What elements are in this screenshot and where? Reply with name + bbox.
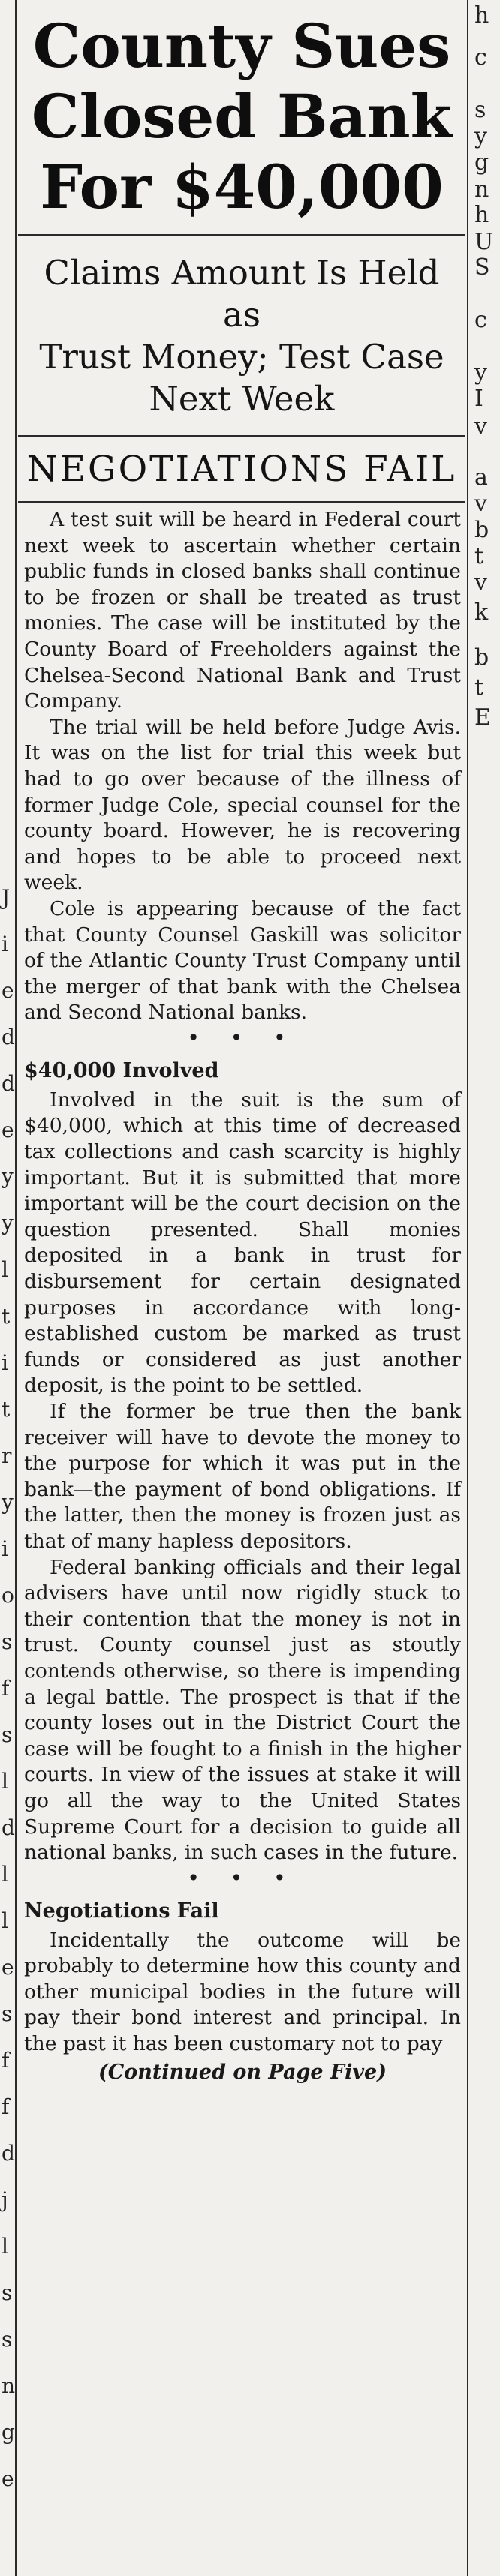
adjacent-text-fragment: s [2,2327,13,2352]
subhead-amount-involved: $40,000 Involved [24,1058,219,1082]
article-body [18,503,465,2086]
paragraph-4: Involved in the suit is the sum of $40,000, which at this time of decreased tax collections and cash scarcity is highly important. But it is submitted that more important will be the court decision on the question presented. Shall monies deposited in a bank in trust for disbursement for certain designated purposes in accordance with long-established custom be marked as trust funds or considered as just another deposit, is the point to be settled. [24,1088,461,1398]
headline-line-2: Closed Bank [31,81,453,152]
adjacent-text-fragment: E [474,704,491,731]
adjacent-text-fragment: l [2,1257,8,1282]
adjacent-text-fragment: y [474,359,487,386]
adjacent-text-fragment: t [474,543,484,569]
adjacent-text-fragment: d [2,1071,15,1096]
adjacent-text-fragment: y [2,1490,14,1515]
article-column [18,0,465,2576]
deck-line-2: Trust Money; Test Case [39,337,444,377]
adjacent-text-fragment: e [2,2466,14,2491]
paragraph-3: Cole is appearing because of the fact that County Counsel Gaskill was solicitor of the Atlantic County Trust Company until the merger of that bank with the Chelsea and Second National banks. [24,896,461,1025]
adjacent-text-fragment: t [474,674,484,701]
adjacent-text-fragment: g [2,2420,15,2445]
adjacent-text-fragment: f [2,2048,10,2073]
adjacent-text-fragment: l [2,1862,8,1887]
adjacent-text-fragment: v [474,413,487,440]
section-banner: NEGOTIATIONS FAIL [26,449,457,490]
adjacent-text-fragment: e [2,1118,14,1142]
continued-notice: (Continued on Page Five) [98,2060,387,2084]
adjacent-text-fragment: b [474,517,489,543]
adjacent-text-fragment: t [2,1304,11,1329]
subheadline-deck [18,236,465,435]
adjacent-column-left [0,0,17,2576]
adjacent-text-fragment: a [474,464,488,491]
adjacent-column-right [471,0,500,2576]
adjacent-text-fragment: v [474,569,487,596]
adjacent-text-fragment: I [474,386,483,412]
adjacent-text-fragment: d [2,2141,15,2166]
adjacent-text-fragment: e [2,978,14,1003]
adjacent-text-fragment: k [474,599,489,626]
adjacent-text-fragment: t [2,1397,11,1422]
adjacent-text-fragment: n [474,176,489,203]
adjacent-text-fragment: S [474,254,490,281]
subhead-negotiations-fail: Negotiations Fail [24,1899,219,1923]
section-separator-2: • • • [187,1865,298,1890]
adjacent-text-fragment: s [2,1722,13,1747]
adjacent-text-fragment: y [2,1211,14,1235]
adjacent-text-fragment: d [2,1815,15,1840]
deck-line-3: Next Week [149,379,335,419]
adjacent-text-fragment: j [2,2187,8,2212]
adjacent-text-fragment: v [474,491,487,517]
adjacent-text-fragment: y [474,123,487,149]
adjacent-text-fragment: l [2,1908,8,1933]
adjacent-text-fragment: i [2,1536,8,1561]
column-rule-right [467,0,468,2576]
adjacent-text-fragment: l [2,2234,8,2259]
adjacent-text-fragment: n [2,2373,16,2398]
adjacent-text-fragment: s [2,2001,13,2026]
paragraph-2: The trial will be held before Judge Avis. It was on the list for trial this week but had to go over because of the illness of former Judge Cole, special counsel for the county board. However, he is recovering and hopes to be able to proceed next week. [24,715,461,895]
adjacent-text-fragment: c [474,44,487,71]
adjacent-text-fragment: h [474,2,489,29]
deck-line-1: Claims Amount Is Held as [44,253,440,335]
adjacent-text-fragment: i [2,1350,8,1375]
headline-line-1: County Sues [32,11,451,81]
adjacent-text-fragment: g [474,149,489,176]
adjacent-text-fragment: l [2,1769,8,1794]
adjacent-text-fragment: U [474,229,494,255]
adjacent-text-fragment: h [474,202,489,228]
paragraph-1: A test suit will be heard in Federal court next week to ascertain whether certain public funds in closed banks shall continue to be frozen or shall be treated as trust monies. The case will be instituted by the County Board of Freeholders against the Chelsea-Second National Bank and Trust Company. [24,508,461,713]
adjacent-text-fragment: b [474,644,489,671]
adjacent-text-fragment: y [2,1164,14,1189]
adjacent-text-fragment: f [2,1676,10,1701]
adjacent-text-fragment: r [2,1443,12,1468]
adjacent-text-fragment: s [2,2280,13,2305]
adjacent-text-fragment: c [474,307,487,333]
adjacent-text-fragment: o [2,1583,14,1608]
adjacent-text-fragment: i [2,932,8,956]
headline-line-3: For $40,000 [40,152,444,222]
column-rule-left [15,0,17,2576]
adjacent-text-fragment: J [2,885,11,910]
adjacent-text-fragment: e [2,1955,14,1980]
headline [18,0,465,222]
section-separator-1: • • • [187,1025,298,1050]
adjacent-text-fragment: s [2,1629,13,1654]
adjacent-text-fragment: d [2,1025,15,1049]
adjacent-text-fragment: f [2,2094,10,2119]
paragraph-5: If the former be true then the bank receiver will have to devote the money to the purpose for which it was put in the bank—the payment of bond obligations. If the latter, then the money is frozen just as that of many hapless depositors. [24,1400,461,1553]
paragraph-7: Incidentally the outcome will be probably to determine how this county and other municipal bodies in the future will pay their bond interest and principal. In the past it has been customary not to pay [24,1928,461,2056]
adjacent-text-fragment: s [474,97,486,123]
paragraph-6: Federal banking officials and their legal advisers have until now rigidly stuck to their contention that the money is not in trust. County counsel just as stoutly contends otherwise, so there is impending a legal battle. The prospect is that if the county loses out in the District Court the case will be fought to a finish in the higher courts. In view of the issues at stake it will go all the way to the United States Supreme Court for a decision to guide all national banks, in such cases in the future. [24,1555,461,1865]
